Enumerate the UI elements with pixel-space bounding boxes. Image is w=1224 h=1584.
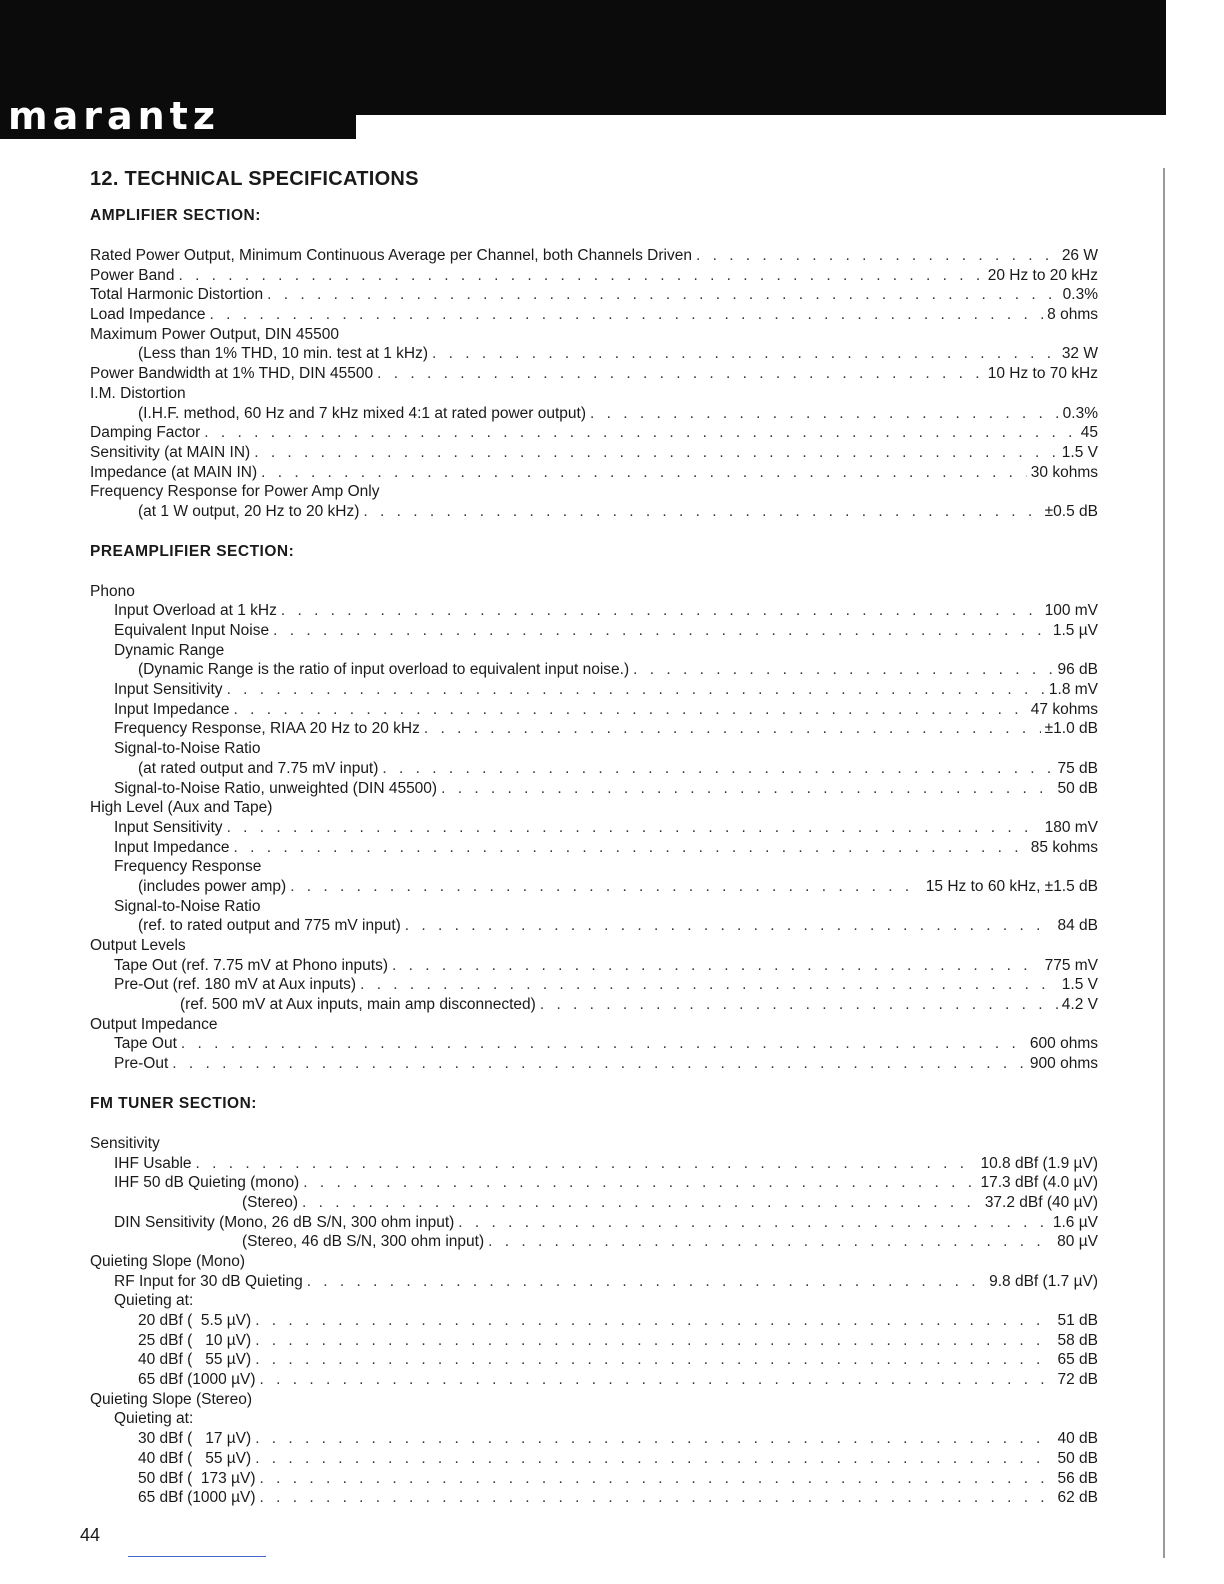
spec-row	[90, 502, 1098, 522]
dot-leader	[290, 877, 922, 897]
dot-leader	[260, 1469, 1054, 1489]
spec-label: Output Impedance	[90, 1015, 218, 1033]
spec-value: 8 ohms	[1047, 306, 1098, 324]
spec-row	[90, 739, 1098, 759]
spec-row	[90, 936, 1098, 956]
spec-value: 45	[1080, 424, 1098, 442]
dot-leader	[255, 1429, 1053, 1449]
spec-row	[90, 641, 1098, 661]
dot-leader	[261, 463, 1027, 483]
spec-label: Frequency Response, RIAA 20 Hz to 20 kHz	[114, 720, 420, 738]
spec-label: Signal-to-Noise Ratio	[114, 897, 261, 915]
spec-value: 96 dB	[1057, 661, 1098, 679]
spec-row	[90, 1173, 1098, 1193]
spec-row	[90, 582, 1098, 602]
spec-label: 25 dBf ( 10 µV)	[138, 1331, 252, 1349]
spec-value: 65 dB	[1057, 1351, 1098, 1369]
dot-leader	[178, 266, 983, 286]
spec-label: Sensitivity (at MAIN IN)	[90, 443, 251, 461]
dot-leader	[172, 1054, 1026, 1074]
spec-row	[90, 1252, 1098, 1272]
spec-row	[90, 995, 1098, 1015]
spec-row	[90, 305, 1098, 325]
spec-label: Power Bandwidth at 1% THD, DIN 45500	[90, 365, 374, 383]
dot-leader	[377, 364, 984, 384]
spec-label: 20 dBf ( 5.5 µV)	[138, 1312, 252, 1329]
dot-leader	[255, 1331, 1053, 1351]
spec-label: 65 dBf (1000 µV)	[138, 1371, 256, 1389]
spec-label: Sensitivity	[90, 1134, 160, 1152]
spec-value: 37.2 dBf (40 µV)	[984, 1193, 1098, 1211]
dot-leader	[267, 285, 1059, 305]
dot-leader	[382, 759, 1053, 779]
spec-row	[90, 463, 1098, 483]
spec-label: Equivalent Input Noise	[114, 622, 270, 639]
dot-leader	[227, 680, 1045, 700]
spec-row	[90, 719, 1098, 739]
dot-leader	[181, 1034, 1026, 1054]
spec-row	[90, 700, 1098, 720]
spec-section	[90, 206, 1098, 522]
spec-value: 47 kohms	[1030, 700, 1098, 718]
spec-row	[90, 916, 1098, 936]
spec-label: Input Sensitivity	[114, 681, 223, 699]
spec-section	[90, 542, 1098, 1074]
spec-row	[90, 897, 1098, 917]
spec-row	[90, 1469, 1098, 1489]
spec-row	[90, 1449, 1098, 1469]
dot-leader	[405, 916, 1054, 936]
spec-label: Signal-to-Noise Ratio, unweighted (DIN 45500)	[114, 779, 438, 797]
spec-section	[90, 1094, 1098, 1508]
dot-leader	[260, 1370, 1054, 1390]
spec-row	[90, 1291, 1098, 1311]
spec-value: 775 mV	[1044, 956, 1098, 974]
footer-rule	[128, 1556, 266, 1557]
spec-row	[90, 482, 1098, 502]
spec-value: ±0.5 dB	[1044, 502, 1098, 520]
spec-value: 600 ohms	[1029, 1035, 1098, 1053]
dot-leader	[255, 1449, 1053, 1469]
spec-value: 1.5 V	[1061, 443, 1098, 461]
spec-label: (ref. 500 mV at Aux inputs, main amp disconnected)	[180, 996, 536, 1014]
spec-value: 80 µV	[1057, 1233, 1098, 1251]
spec-row	[90, 1034, 1098, 1054]
spec-label: I.M. Distortion	[90, 384, 186, 402]
section-heading: AMPLIFIER SECTION:	[90, 207, 261, 224]
spec-row	[90, 1213, 1098, 1233]
spec-row	[90, 325, 1098, 345]
spec-row	[90, 443, 1098, 463]
spec-value: 100 mV	[1044, 602, 1098, 620]
spec-label: Input Impedance	[114, 700, 230, 718]
spec-row	[90, 798, 1098, 818]
spec-row	[90, 344, 1098, 364]
spec-label: Pre-Out (ref. 180 mV at Aux inputs)	[114, 976, 357, 994]
spec-label: Tape Out	[114, 1035, 177, 1053]
spec-row	[90, 1154, 1098, 1174]
dot-leader	[227, 818, 1041, 838]
spec-label: Quieting Slope (Stereo)	[90, 1390, 252, 1408]
spec-row	[90, 975, 1098, 995]
spec-value: 50 dB	[1057, 1449, 1098, 1467]
spec-row	[90, 680, 1098, 700]
spec-label: 50 dBf ( 173 µV)	[138, 1469, 256, 1487]
dot-leader	[254, 443, 1058, 463]
dot-leader	[303, 1173, 976, 1193]
spec-label: Dynamic Range	[114, 641, 225, 659]
spec-label: Quieting at:	[114, 1410, 194, 1428]
dot-leader	[392, 956, 1041, 976]
dot-leader	[458, 1213, 1049, 1233]
spec-label: Damping Factor	[90, 424, 201, 442]
spec-value: 50 dB	[1057, 779, 1098, 797]
spec-label: Power Band	[90, 266, 175, 284]
spec-label: Signal-to-Noise Ratio	[114, 740, 261, 758]
spec-row	[90, 838, 1098, 858]
spec-value: 1.5 µV	[1052, 622, 1098, 639]
spec-value: 1.5 V	[1061, 976, 1098, 994]
spec-row	[90, 1429, 1098, 1449]
spec-label: Output Levels	[90, 937, 186, 954]
spec-label: (Dynamic Range is the ratio of input overload to equivalent input noise.)	[138, 661, 630, 679]
spec-value: 180 mV	[1044, 818, 1098, 836]
spec-value: 30 kohms	[1030, 463, 1098, 481]
spec-label: (I.H.F. method, 60 Hz and 7 kHz mixed 4:1 at rated power output)	[138, 404, 586, 422]
spec-label: 65 dBf (1000 µV)	[138, 1489, 256, 1507]
dot-leader	[204, 423, 1076, 443]
spec-value: 10.8 dBf (1.9 µV)	[980, 1154, 1098, 1172]
spec-label: IHF Usable	[114, 1154, 192, 1172]
spec-value: 56 dB	[1057, 1469, 1098, 1487]
dot-leader	[307, 1272, 985, 1292]
dot-leader	[363, 502, 1040, 522]
spec-label: Maximum Power Output, DIN 45500	[90, 325, 339, 343]
spec-row	[90, 364, 1098, 384]
spec-row	[90, 1390, 1098, 1410]
spec-label: DIN Sensitivity (Mono, 26 dB S/N, 300 ohm input)	[114, 1213, 455, 1231]
spec-value: 4.2 V	[1061, 996, 1098, 1014]
page-number: 44	[80, 1525, 101, 1545]
spec-row	[90, 956, 1098, 976]
spec-label: Frequency Response	[114, 858, 262, 876]
spec-label: (Stereo, 46 dB S/N, 300 ohm input)	[242, 1233, 485, 1251]
spec-row	[90, 1350, 1098, 1370]
spec-row	[90, 1193, 1098, 1213]
spec-row	[90, 818, 1098, 838]
spec-label: Rated Power Output, Minimum Continuous Average per Channel, both Channels Driven	[90, 247, 692, 264]
spec-value: ±1.0 dB	[1044, 720, 1098, 738]
spec-row	[90, 404, 1098, 424]
spec-row	[90, 266, 1098, 286]
page-title: 12. TECHNICAL SPECIFICATIONS	[90, 168, 419, 190]
spec-value: 26 W	[1061, 247, 1098, 264]
spec-value: 72 dB	[1057, 1371, 1098, 1389]
dot-leader	[255, 1350, 1053, 1370]
spec-content	[90, 206, 1098, 1508]
spec-value: 75 dB	[1057, 759, 1098, 777]
spec-row	[90, 1232, 1098, 1252]
spec-label: Frequency Response for Power Amp Only	[90, 483, 380, 501]
spec-label: (at 1 W output, 20 Hz to 20 kHz)	[138, 502, 360, 520]
spec-row	[90, 877, 1098, 897]
spec-value: 1.6 µV	[1052, 1213, 1098, 1231]
spec-row	[90, 1488, 1098, 1508]
spec-row	[90, 1272, 1098, 1292]
spec-row	[90, 1015, 1098, 1035]
spec-label: (includes power amp)	[138, 877, 287, 895]
dot-leader	[273, 621, 1049, 641]
spec-label: RF Input for 30 dB Quieting	[114, 1272, 303, 1290]
spec-value: 900 ohms	[1029, 1055, 1098, 1073]
dot-leader	[441, 779, 1053, 799]
dot-leader	[281, 601, 1041, 621]
spec-value: 9.8 dBf (1.7 µV)	[989, 1272, 1098, 1290]
spec-value: 20 Hz to 20 kHz	[987, 266, 1098, 284]
spec-label: Quieting at:	[114, 1292, 194, 1310]
spec-label: High Level (Aux and Tape)	[90, 799, 273, 817]
dot-leader	[540, 995, 1058, 1015]
spec-row	[90, 384, 1098, 404]
spec-label: Quieting Slope (Mono)	[90, 1252, 246, 1270]
dot-leader	[233, 700, 1026, 720]
spec-value: 17.3 dBf (4.0 µV)	[980, 1174, 1098, 1192]
dot-leader	[432, 344, 1058, 364]
spec-label: Total Harmonic Distortion	[90, 286, 264, 304]
spec-value: 15 Hz to 60 kHz, ±1.5 dB	[925, 877, 1098, 895]
spec-label: Phono	[90, 582, 135, 600]
dot-leader	[696, 246, 1058, 266]
spec-label: (ref. to rated output and 775 mV input)	[138, 917, 401, 935]
spec-row	[90, 285, 1098, 305]
spec-value: 32 W	[1061, 345, 1098, 363]
spec-label: (at rated output and 7.75 mV input)	[138, 759, 379, 777]
margin-rule	[1163, 168, 1165, 1558]
spec-label: 30 dBf ( 17 µV)	[138, 1430, 252, 1448]
dot-leader	[424, 719, 1041, 739]
spec-row	[90, 1134, 1098, 1154]
spec-value: 58 dB	[1057, 1331, 1098, 1349]
spec-row	[90, 1409, 1098, 1429]
spec-value: 10 Hz to 70 kHz	[987, 365, 1098, 383]
section-heading: PREAMPLIFIER SECTION:	[90, 542, 295, 560]
spec-label: Load Impedance	[90, 306, 206, 324]
dot-leader	[590, 404, 1059, 424]
spec-value: 51 dB	[1057, 1312, 1098, 1329]
dot-leader	[633, 660, 1053, 680]
spec-label: 40 dBf ( 55 µV)	[138, 1351, 252, 1369]
spec-label: Input Sensitivity	[114, 818, 223, 836]
spec-label: Impedance (at MAIN IN)	[90, 463, 258, 481]
spec-label: Pre-Out	[114, 1055, 169, 1073]
spec-value: 85 kohms	[1030, 838, 1098, 856]
spec-label: IHF 50 dB Quieting (mono)	[114, 1174, 300, 1192]
dot-leader	[360, 975, 1058, 995]
spec-value: 0.3%	[1062, 404, 1098, 422]
spec-row	[90, 246, 1098, 266]
spec-row	[90, 1331, 1098, 1351]
dot-leader	[196, 1154, 977, 1174]
dot-leader	[260, 1488, 1054, 1508]
spec-value: 0.3%	[1062, 286, 1098, 304]
spec-row	[90, 1311, 1098, 1331]
spec-label: Tape Out (ref. 7.75 mV at Phono inputs)	[114, 956, 388, 974]
spec-row	[90, 759, 1098, 779]
spec-row	[90, 423, 1098, 443]
dot-leader	[255, 1311, 1053, 1331]
spec-row	[90, 779, 1098, 799]
spec-row	[90, 1370, 1098, 1390]
section-heading: FM TUNER SECTION:	[90, 1094, 257, 1112]
dot-leader	[209, 305, 1043, 325]
spec-label: Input Impedance	[114, 838, 230, 856]
spec-label: 40 dBf ( 55 µV)	[138, 1449, 252, 1467]
spec-row	[90, 1054, 1098, 1074]
spec-row	[90, 857, 1098, 877]
dot-leader	[233, 838, 1026, 858]
spec-row	[90, 601, 1098, 621]
spec-value: 40 dB	[1057, 1430, 1098, 1448]
spec-value: 84 dB	[1057, 917, 1098, 935]
spec-label: (Less than 1% THD, 10 min. test at 1 kHz)	[138, 345, 429, 363]
brand-logo: marantz	[8, 94, 220, 138]
spec-row	[90, 660, 1098, 680]
spec-value: 1.8 mV	[1048, 681, 1098, 699]
spec-label: (Stereo)	[242, 1193, 298, 1211]
spec-value: 62 dB	[1057, 1489, 1098, 1507]
spec-label: Input Overload at 1 kHz	[114, 602, 277, 620]
spec-row	[90, 621, 1098, 641]
dot-leader	[488, 1232, 1053, 1252]
dot-leader	[302, 1193, 981, 1213]
